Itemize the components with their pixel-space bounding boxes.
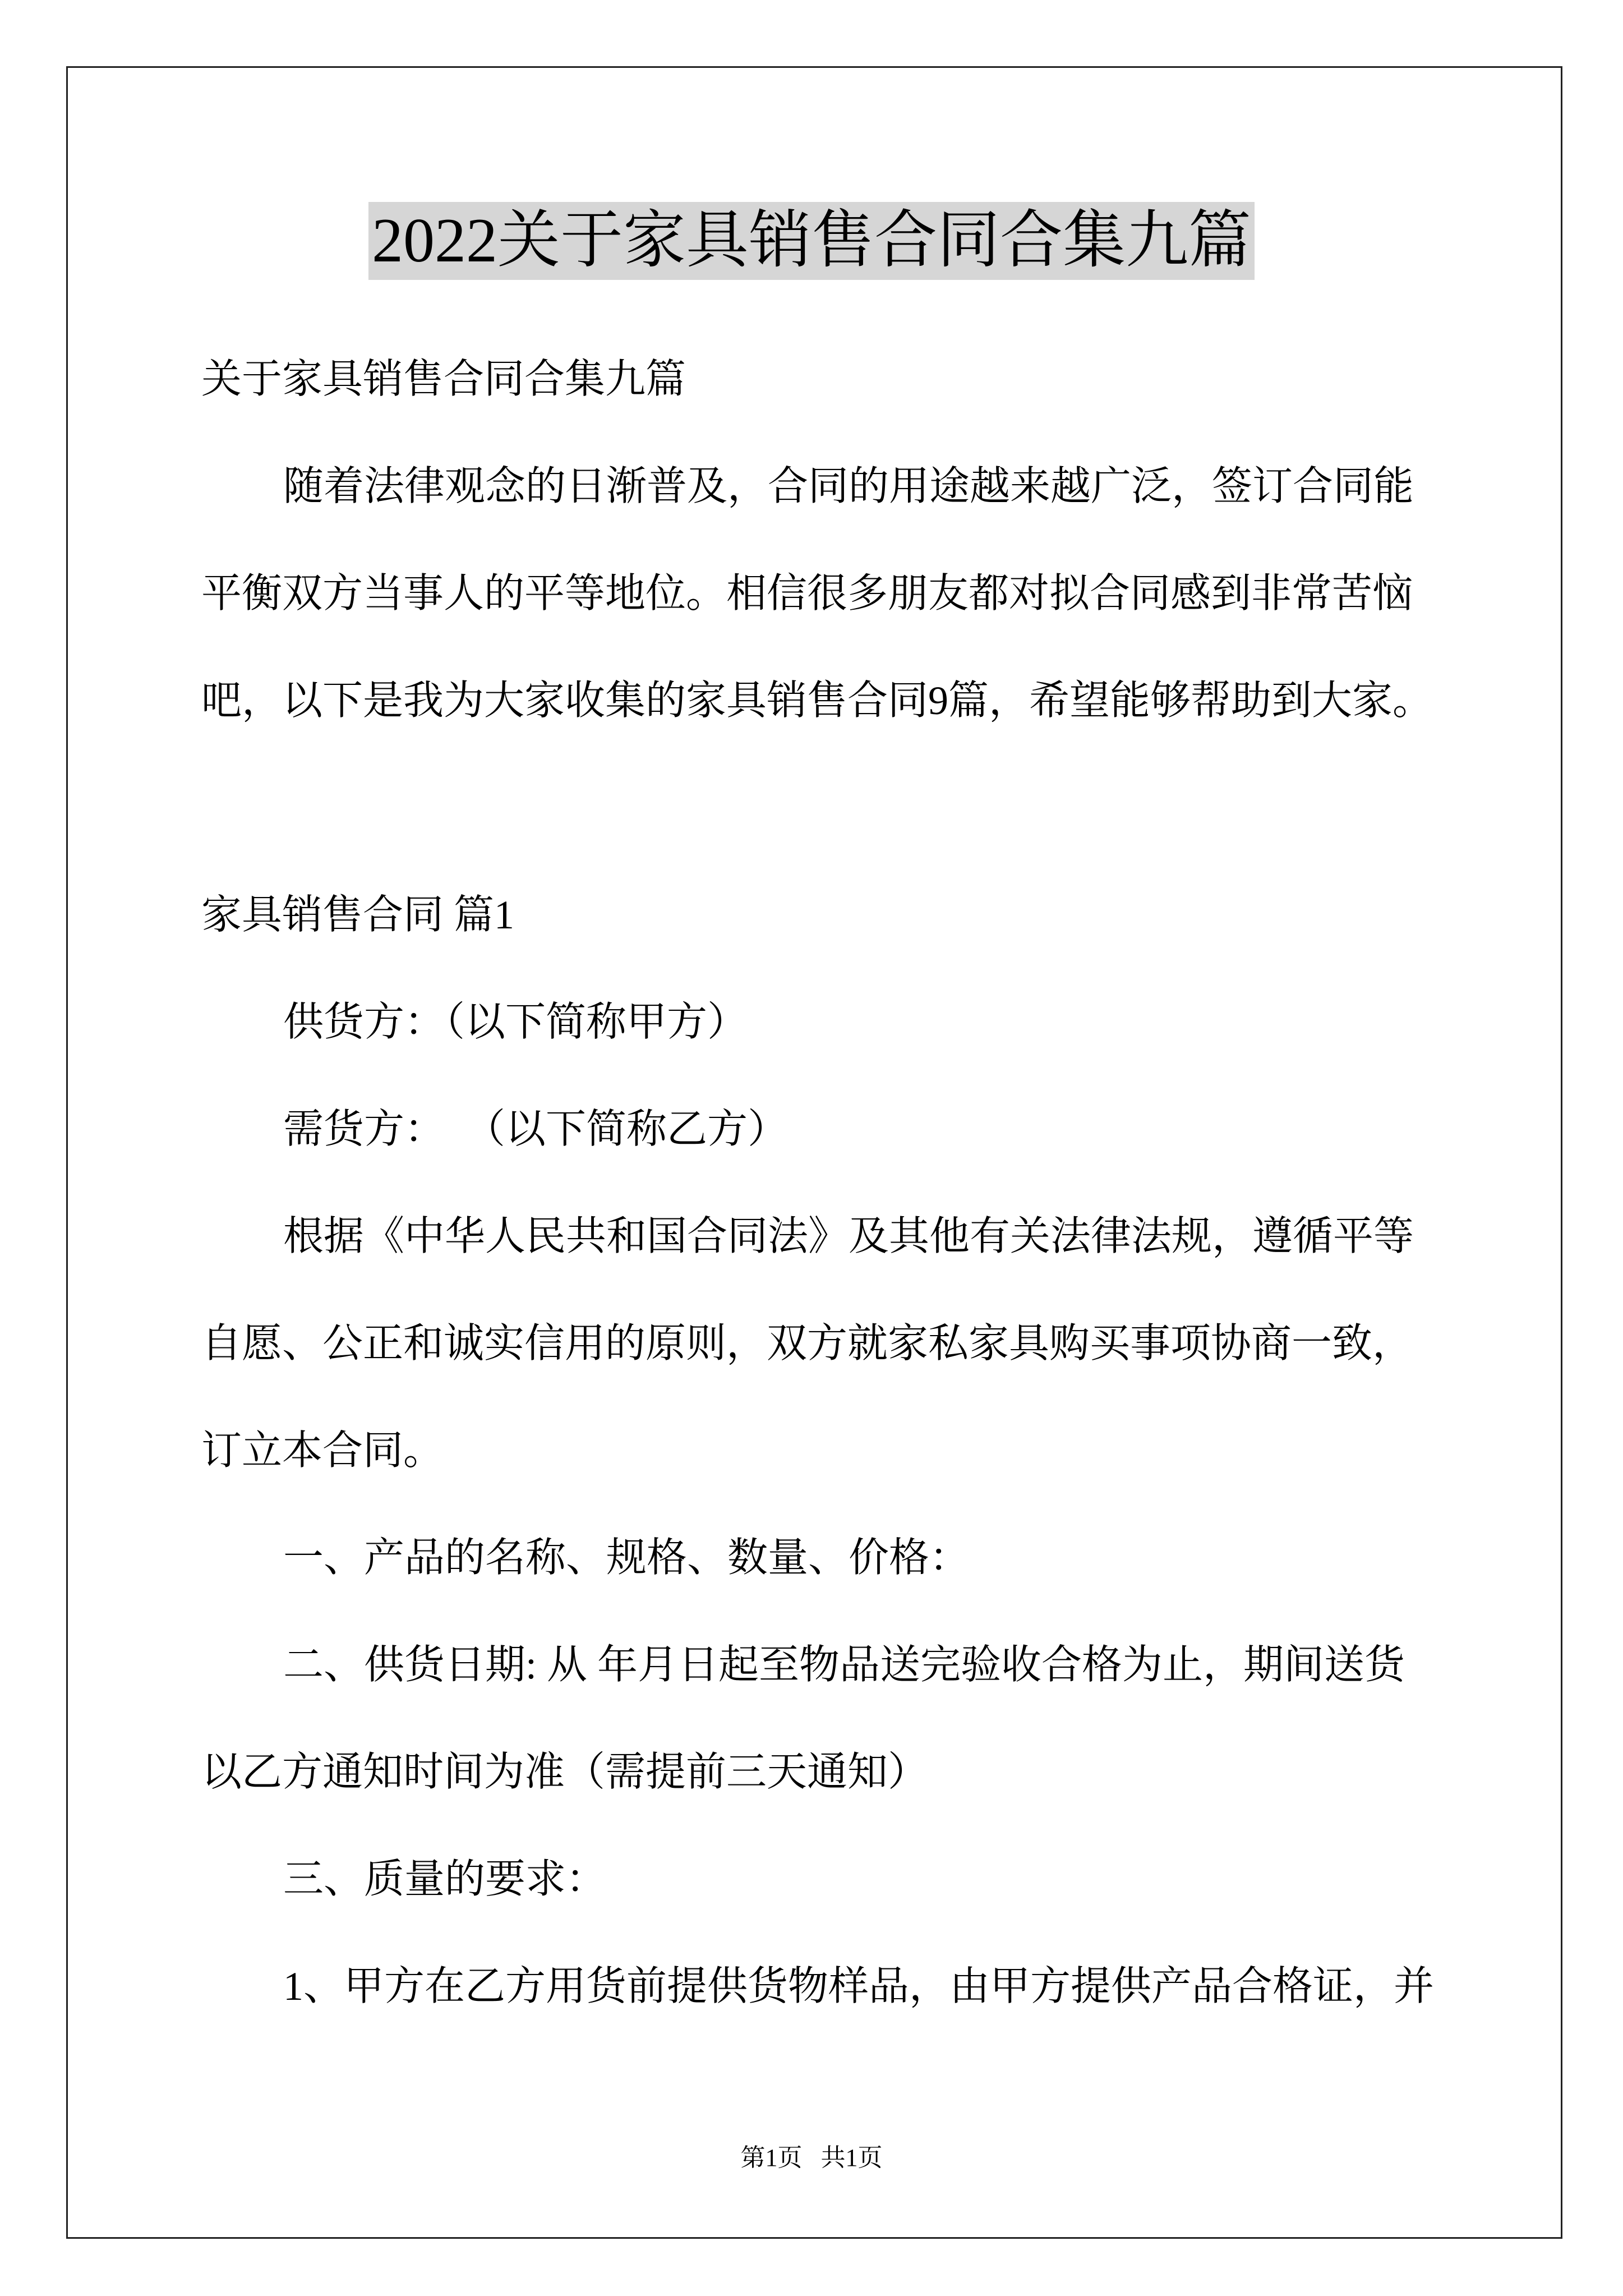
clause-2-line: 以乙方通知时间为准（需提前三天通知） — [201, 1750, 929, 1795]
clause-2-line: 二、供货日期: 从 年月日起至物品送完验收合格为止，期间送货 — [283, 1642, 1405, 1687]
clause-3: 三、质量的要求： — [283, 1857, 607, 1902]
clause-1: 一、产品的名称、规格、数量、价格： — [283, 1535, 970, 1580]
contract-heading: 家具销售合同 篇1 — [201, 892, 515, 937]
document-title: 2022关于家具销售合同合集九篇 — [368, 202, 1255, 280]
document-subtitle: 关于家具销售合同合集九篇 — [201, 357, 686, 402]
basis-line: 自愿、公正和诚实信用的原则，双方就家私家具购买事项协商一致， — [201, 1321, 1413, 1366]
basis-line: 订立本合同。 — [201, 1428, 444, 1473]
intro-line: 随着法律观念的日渐普及，合同的用途越来越广泛，签订合同能 — [283, 464, 1414, 509]
blank-paragraph — [201, 754, 1491, 862]
page-footer: 第1页 共1页 — [740, 2144, 883, 2171]
supplier-line: 供货方：（以下简称甲方） — [283, 1000, 748, 1045]
clause-3-item-1: 1、甲方在乙方用货前提供货物样品，由甲方提供产品合格证，并 — [283, 1964, 1435, 2009]
basis-line: 根据《中华人民共和国合同法》及其他有关法律法规，遵循平等 — [283, 1214, 1414, 1259]
buyer-line: 需货方： （以下简称乙方） — [283, 1107, 789, 1152]
intro-line: 吧，以下是我为大家收集的家具销售合同9篇，希望能够帮助到大家。 — [201, 678, 1433, 723]
intro-line: 平衡双方当事人的平等地位。相信很多朋友都对拟合同感到非常苦恼 — [201, 571, 1413, 616]
document-body — [201, 326, 1491, 2040]
title-container — [0, 202, 1623, 280]
